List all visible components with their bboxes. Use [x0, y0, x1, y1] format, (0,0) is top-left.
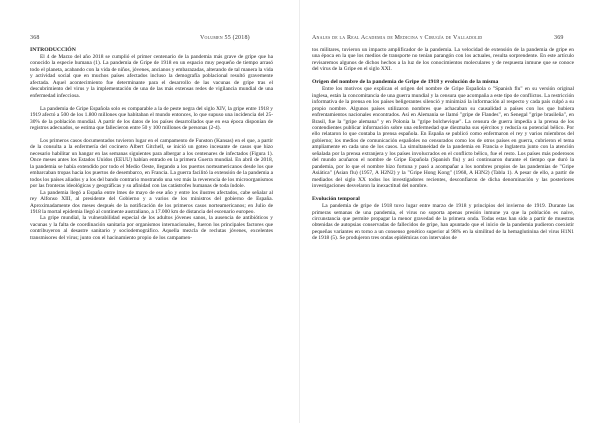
paragraph: La pandemia de Gripe Española solo es comparable a la de peste negra del siglo XIV, la gripe entre 1918 y 1919 afectó a 500 de los 1.800 millones que habitaban el mundo entonces, lo que supuso una incidencia del 25-30% de la población mundial. A partir de los datos de los países desarrollados que en esa época disponían de registros adecuados, se estima que fallecieron entre 50 y 100 millones de personas (2-4).: [30, 105, 273, 132]
text-column: [30, 47, 273, 241]
running-head: Anales de la Real Academia de Medicina y Cirugía de Valladolid: [312, 35, 483, 41]
right-page: [300, 0, 600, 423]
paragraph: Los primeros casos documentados tuvieron lugar en el campamento de Funston (Kansas) en el que, a partir de la consulta a la enfermería del cocinero Albert Gitchell, se inició un goteo incesante de casos que hizo necesario habilitar un hangar en las semanas siguientes para albergar a los centenares de infectados (Figura 1). Once meses antes los Estados Unidos (EEUU) habían entrado en la primera Guerra mundial. En abril de 2018, la pandemia se había extendido por todo el Medio Oeste, llegando a los puertos norteamericanos desde los que embarcaban tropas hacia los puertos de desembarco, en Francia. La guerra facilitó la extensión de la pandemia a todos los países aliados y a los del bando contrario mostrando una vez más la reverencia de los microorganismos por las fronteras ideológicas y geográficas y su afinidad con las catástrofes humanas de toda índole.: [30, 137, 274, 190]
running-head: Volumen 55 (2018): [200, 35, 250, 41]
paragraph: Entre los motivos que explican el origen del nombre de Gripe Española o "Spanish flu" en su versión original inglesa, están la concomitancia de una guerra mundial y la censura que acompaña a este tipo de conflictos. La restricción informativa de la prensa en los países beligerantes silenció y minimizó la información al respecto y cada país culpó a su propio nombre. Algunos países utilizaron nombres que achacaban su causalidad a países con los que hubiera enfrentamientos nacionales encontrados. Así en Alemania se llamó "gripe de Flandes", en Senegal "gripe brasileña", en Brasil, fue la "gripe alemana" y en Polonia la "gripe bolchevique". La censura de guerra impedía a la prensa de los contendientes publicar información sobre una enfermedad que diezmaba sus ejércitos y reducía su potencial bélico. Por ello relataron lo que contaba la prensa española. En España se publicó como enfermaron el rey y varios miembros del gobierno; los medios de comunicación españoles no censurados como los de otros países en guerra, cubrieron el tema ampliamente en cada uno de los casos. La simultaneidad de la pandemia en Francia e Inglaterra junto con la atención señalada por la prensa extranjera y los países involucrados en el conflicto bélico, fue el resto. Los países más poderosos del mundo acuñaron el nombre de Gripe Española (Spanish flu) y así continuaron durante el tiempo que duró la pandemia, por lo que el nombre hizo fortuna y pasó a acompañar a los nombres propios de las pandemias de "Gripe Asiática" (Asian flu) (1957, A H2N2) y la "Gripe Hong Kong" (1968, A H3N2) (Tabla 1). A pesar de ello, a partir de mediados del siglo XX todos los investigadores recientes, desconfiaron de dicha denominación y las posteriores investigaciones desvelaron la inexactitud del nombre.: [312, 86, 574, 190]
page-number: 369: [554, 35, 564, 41]
section-heading: Origen del nombre de la pandemia de Gripe de 1918 y evolución de la misma: [312, 79, 499, 86]
paragraph: La pandemia de gripe de 1918 tuvo lugar entre marzo de 1918 y principios del invierno de 1919. Durante las primeras semanas de una pandemia, el virus no soporta apenas presión inmune ya que la población es naive, circunstancia que permite propagar la menor gravedad de la primera onda. Todas estas han sido a partir de muestras obtenidas de autopsias conservadas de fallecidos de gripe, han apuntado que el inicio de la pandemia pudieron coexistir pequeñas variantes en torno a un consenso genético superior al 98% en la similitud de la hemaglutinina del virus H1N1 de 1918 (5). Se produjeron tres ondas epidémicas con intervalos de: [312, 203, 574, 242]
section-heading: Evolución temporal: [312, 196, 360, 203]
paragraph: El 4 de Marzo del año 2018 se cumplió el primer centenario de la pandemia más grave de gripe que ha conocido la especie humana (1). La pandemia de Gripe de 1918 en un espacio muy pequeño de tiempo arrasó todo el planeta, acabando con la vida de niños, jóvenes, ancianos y embarazadas, alterando de tal manera la vida y actividad social que en muchos países afectados incluso la demografía poblacional resultó gravemente afectada. Aquel acontecimiento fue determinante para el desarrollo de las vacunas de gripe tras el descubrimiento del virus y la implementación de una de las más extensas redes de vigilancia mundial de una enfermedad infecciosa.: [30, 54, 273, 99]
text-column: [312, 47, 574, 242]
section-heading: INTRODUCCIÓN: [30, 47, 76, 53]
paragraph: La pandemia llegó a España entre lmes de mayo de ese año y entre los ilustres afectados, cabe señalar al rey Alfonso XIII, al presidente del Gobierno y a varios de los ministros del gobierno de España. Aproximadamente dos meses después de la notificación de los primeros casos norteamericanos; en Julio de 1918 la mortal epidemia llegó al continente australiano, a 17.000 km de distancia del escenario europeo.: [30, 189, 273, 215]
paragraph: tos militares, tuvieron un impacto amplificador de la pandemia. La velocidad de extensión de la pandemia de gripe en una época en la que los medios de transporte no tenían parangón con los actuales, resulta sorprendente. En este artículo revisaremos algunos de dichos hechos a la luz de los conocimientos moleculares y de respuesta inmune que se conoce del virus de la Gripe en el siglo XXI.: [312, 47, 574, 73]
paragraph: La gripe mundial, la vulnerabilidad especial de los adultos jóvenes sanos, la ausencia de antibióticos y vacunas y la falta de coordinación sanitaria por organismos internacionales, fueron los principales factores que contribuyeron al desastre sanitario y sociodemográfico. Aquella mezcla de reclutas jóvenes, excelentes transmisores del virus; junto con el hacinamiento propio de los campamen-: [30, 215, 273, 241]
page-number: 368: [30, 35, 40, 41]
